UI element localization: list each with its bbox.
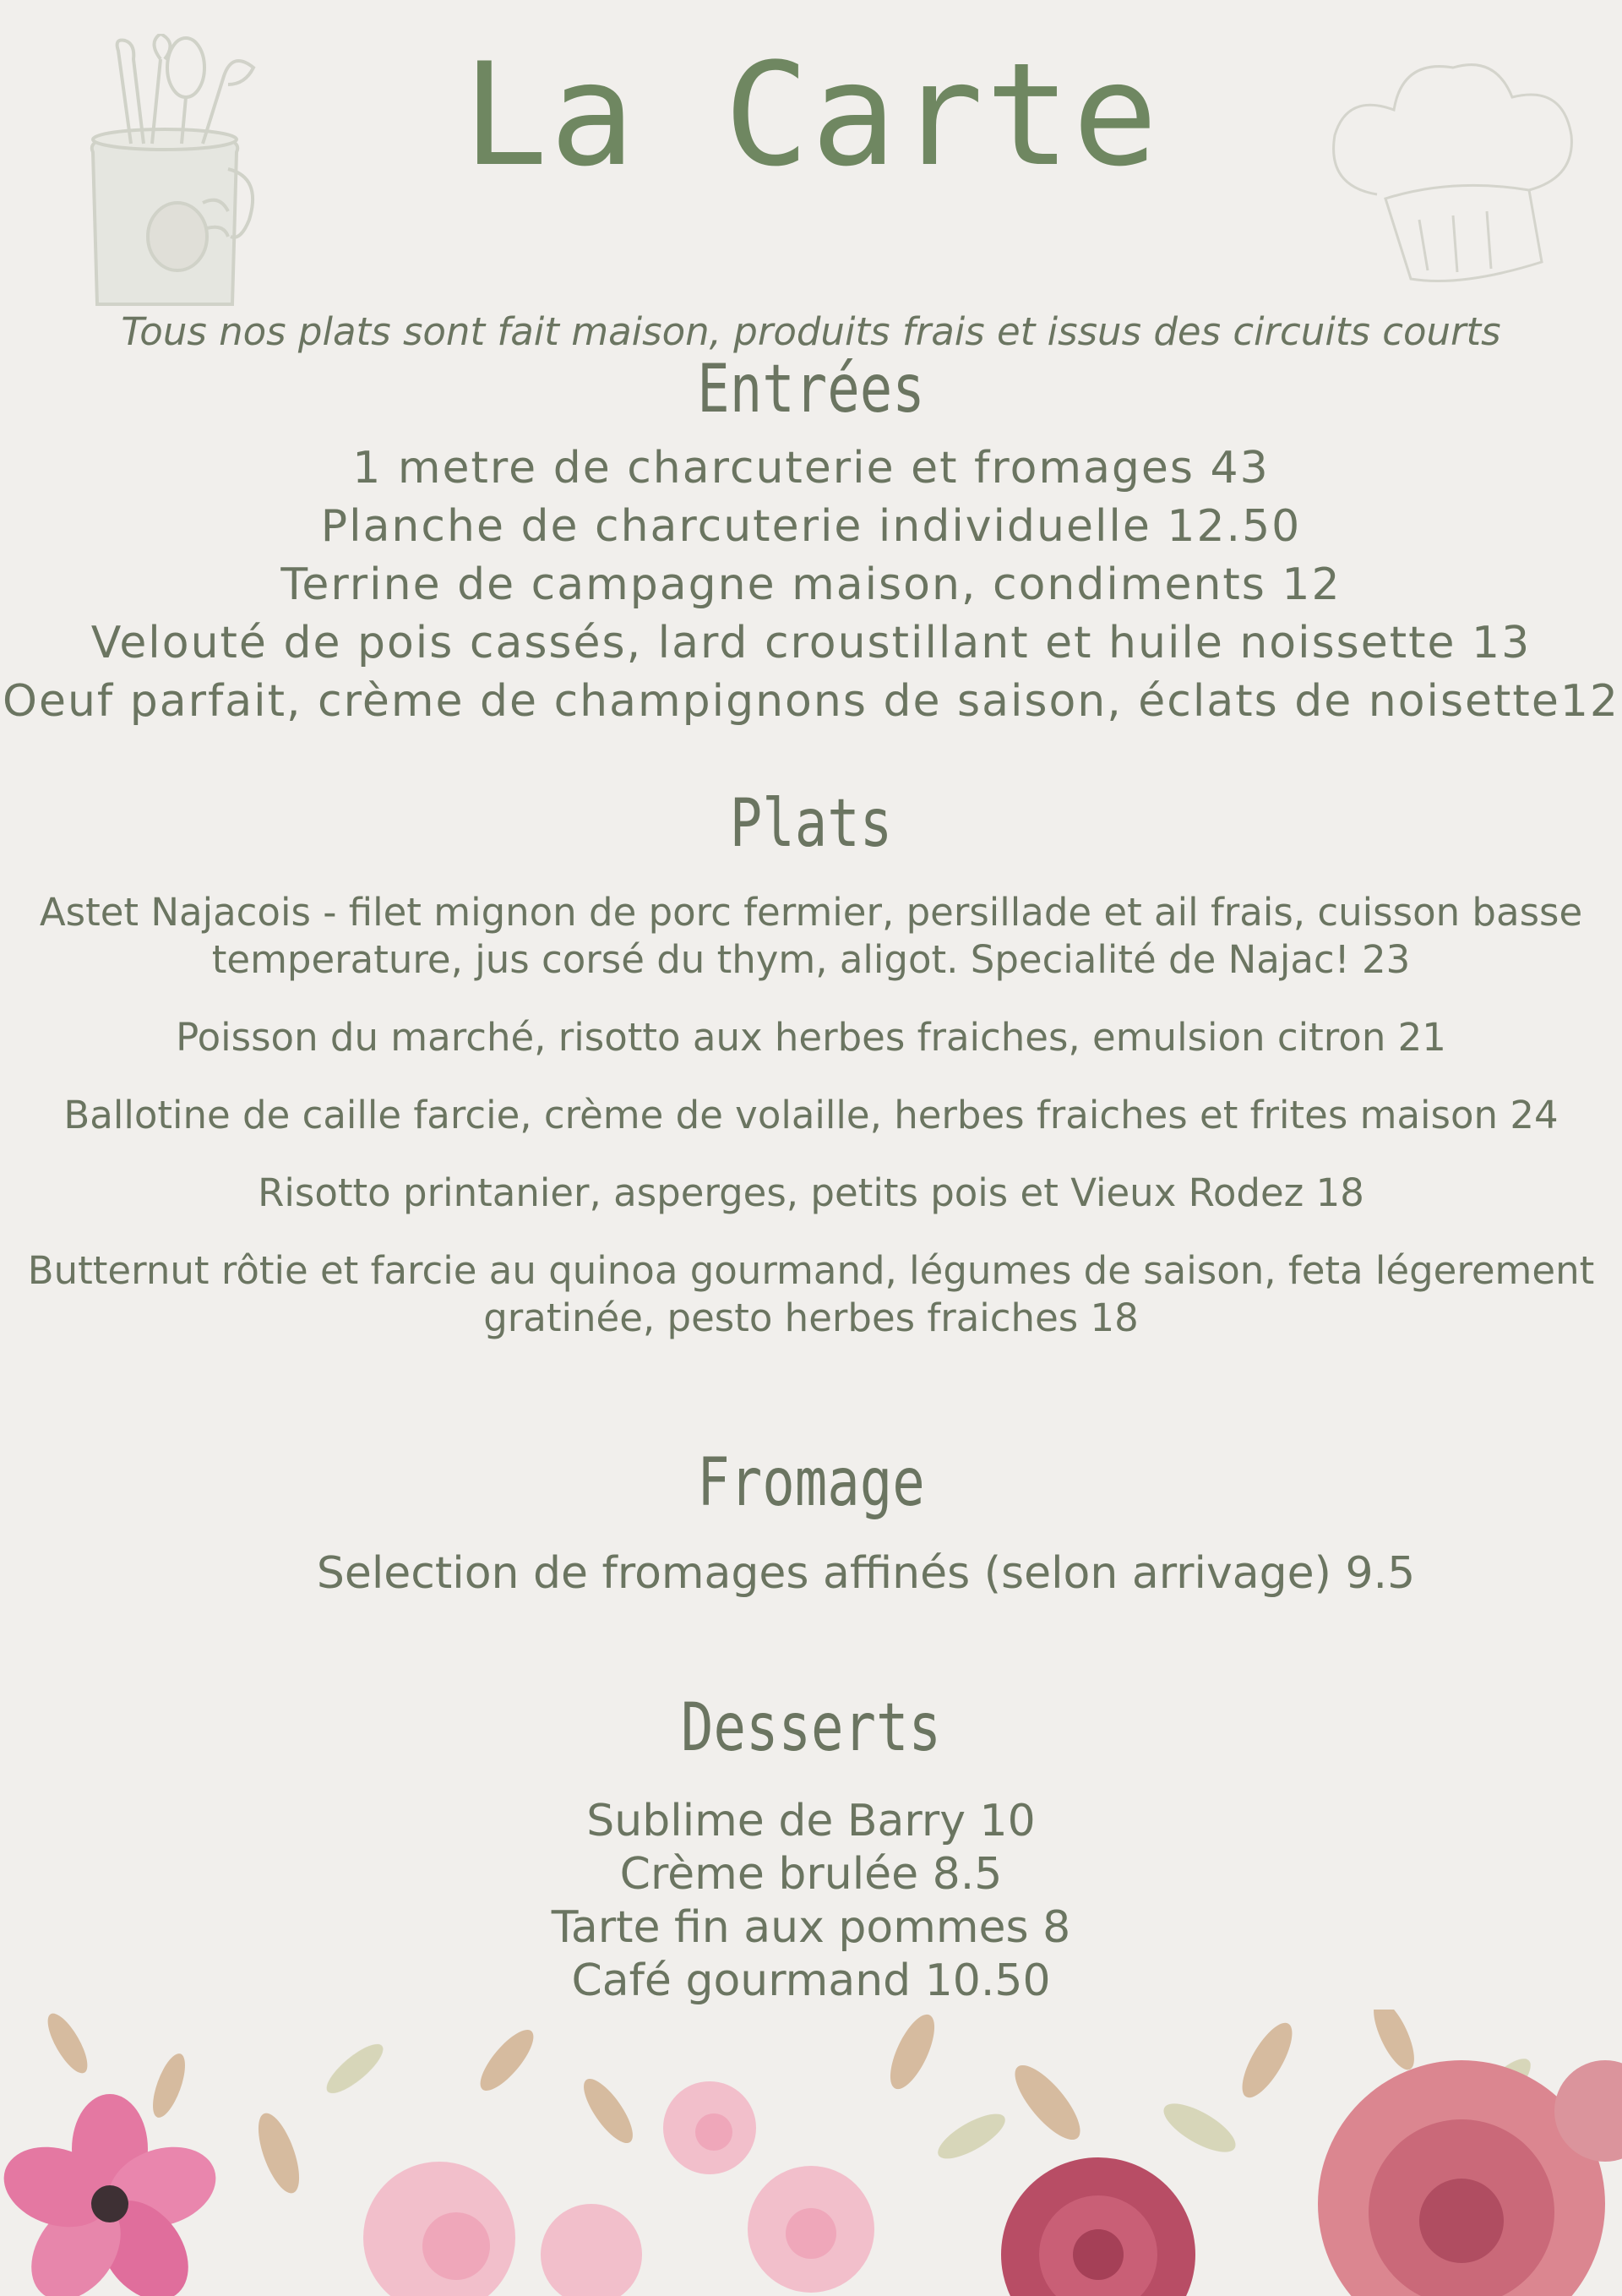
plats-list	[0, 889, 1622, 1372]
menu-item: Poisson du marché, risotto aux herbes fraiches, emulsion citron 21	[176, 1015, 1446, 1060]
page-title: La Carte	[462, 32, 1160, 198]
menu-item: Butternut rôtie et farcie au quinoa gourmand, légumes de saison, feta légerement gratinée, pesto herbes fraiches 18	[27, 1248, 1595, 1340]
entrees-list	[0, 439, 1622, 731]
menu-item: Terrine de campagne maison, condiments 12	[280, 559, 1342, 610]
desserts-list	[0, 1795, 1622, 2008]
menu-item: Astet Najacois - filet mignon de porc fermier, persillade et ail frais, cuisson basse temperature, jus corsé du thym, aligot. Specialité de Najac! 23	[39, 890, 1583, 982]
menu-item: Velouté de pois cassés, lard croustillant et huile noissette 13	[90, 618, 1532, 668]
page-subtitle: Tous nos plats sont fait maison, produits frais et issus des circuits courts	[121, 309, 1501, 354]
menu-item: Sublime de Barry 10	[586, 1796, 1036, 1846]
menu-item: Ballotine de caille farcie, crème de volaille, herbes fraiches et frites maison 24	[63, 1093, 1559, 1137]
menu-item: Crème brulée 8.5	[619, 1849, 1003, 1900]
floral-border	[0, 2010, 1622, 2296]
menu-item: Tarte fin aux pommes 8	[551, 1902, 1071, 1953]
section-heading-plats: Plats	[729, 786, 893, 862]
menu-item: Café gourmand 10.50	[571, 1955, 1051, 2006]
section-heading-entrees: Entrées	[697, 352, 925, 428]
menu-item: Planche de charcuterie individuelle 12.50	[320, 501, 1302, 552]
section-heading-desserts: Desserts	[680, 1690, 942, 1766]
menu-item: Selection de fromages affinés (selon arrivage) 9.5	[316, 1548, 1416, 1599]
section-heading-fromage: Fromage	[697, 1445, 925, 1521]
menu-item: 1 metre de charcuterie et fromages 43	[352, 443, 1270, 494]
fromage-list	[0, 1548, 1622, 1599]
menu-item: Risotto printanier, asperges, petits pois et Vieux Rodez 18	[258, 1170, 1364, 1215]
menu-item: Oeuf parfait, crème de champignons de saison, éclats de noisette12	[3, 676, 1619, 727]
